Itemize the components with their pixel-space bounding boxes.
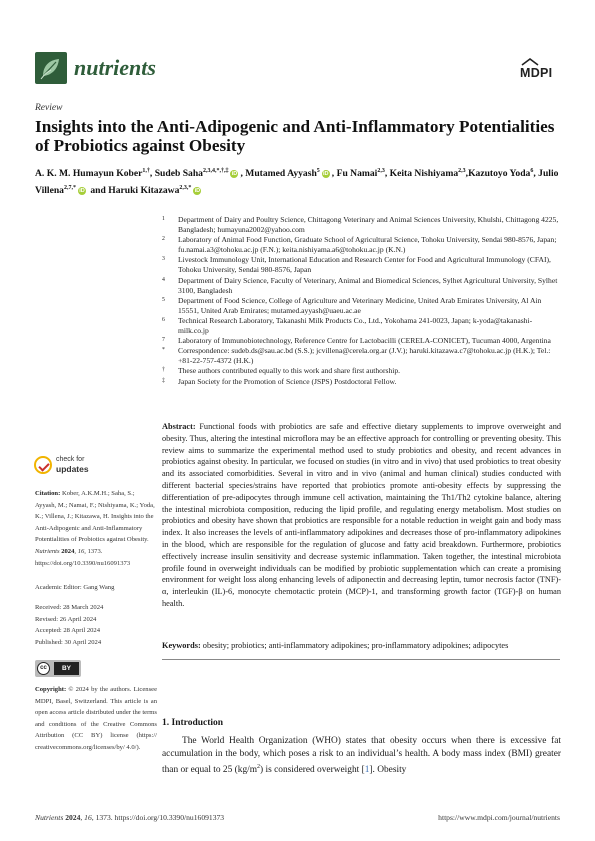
orcid-icon[interactable]: iD bbox=[194, 188, 201, 195]
journal-logo-icon bbox=[35, 52, 67, 84]
affiliation-mark: 3 bbox=[162, 256, 165, 263]
affiliation-text: Livestock Immunology Unit, International Education and Research Center for Food and Agricultural Immunology (CFAI), Tohoku University, Sendai 980-8576, Japan bbox=[178, 255, 551, 275]
affiliation-mark: ‡ bbox=[162, 377, 165, 384]
citation-journal: Nutrients bbox=[35, 547, 60, 555]
affiliation-list bbox=[162, 215, 562, 387]
author-separator: , bbox=[149, 168, 155, 180]
abstract-text: Functional foods with probiotics are safe and effective dietary supplements to improve overweight and obesity. Thus, altering the intestinal microflora may be an effective approach for controlling or preventing obesity. This review aims to summarize the experimental method used to study probiotics and obesity, and recent advances in probiotics against obesity. In particular, we focused on studies (in vitro and in vivo) that used probiotics to treat obesity and its associated comorbidities. Several in vitro and in vivo (animal and human clinical) studies conducted with different bacterial species/strains have reported that probiotics promote anti-obesity effects by suppressing the differentiation of pre-adipocytes through immune cell activation, maintaining the Th1/Th2 cytokine balance, altering the intestinal microbiota composition, reducing the lipid profile, and regulating energy metabolism. Most studies on probiotics and obesity have shown that probiotics are responsible for a notable reduction in weight gain and body mass index. It also increases the levels of anti-inflammatory adipokines and decreases those of pro-inflammatory adipokines in the blood, which are responsible for the regulation of glucose and fatty acid breakdown. Furthermore, probiotics effectively increase insulin sensitivity and decrease systemic inflammation. Taken together, the intestinal microbiota profile found in overweight individuals can be modified by probiotic supplementation which can create a promising environment for weight loss along enhancing levels of adiponectin and decreasing leptin, tumor necrosis factor (TNF)-α, interleukin (IL)-6, monocyte chemotactic protein (MCP)-1, and transforming growth factor (TGF)-β on human health. bbox=[162, 422, 562, 608]
mdpi-logo-text: MDPI bbox=[520, 66, 553, 80]
citation-text: Kober, A.K.M.H.; Saha, S.; Ayyash, M.; Namai, F.; Nishiyama, K.; Yoda, K.; Villena, J.; Kitazawa, H. Insights into the Anti-Adipogenic and Anti-Inflammatory Potentialities of Probiotics against Obesity. bbox=[35, 490, 155, 544]
citation-link[interactable]: 1 bbox=[364, 765, 370, 776]
citation-label: Citation: bbox=[35, 490, 61, 497]
affiliation-text: Laboratory of Animal Food Function, Graduate School of Agricultural Science, Tohoku University, Sendai 980-8576, Japan; fu.namai.a3@tohoku.ac.jp (F.N.); keita.nishiyama.a6@tohoku.ac.jp (K.N.) bbox=[178, 235, 557, 255]
affiliation-item bbox=[162, 366, 562, 376]
affiliation-mark: 2 bbox=[162, 236, 165, 243]
check-updates-line2: updates bbox=[56, 464, 89, 474]
keywords bbox=[162, 640, 561, 652]
affiliation-mark: † bbox=[162, 367, 165, 374]
keywords-text: obesity; probiotics; anti-inflammatory adipokines; pro-inflammatory adipokines; adipocytes bbox=[202, 641, 509, 650]
cc-by-license-badge[interactable] bbox=[35, 660, 81, 677]
affiliation-mark: 1 bbox=[162, 216, 165, 222]
affiliation-text: Laboratory of Immunobiotechnology, Reference Centre for Lactobacilli (CERELA-CONICET), Tucuman 4000, Argentina bbox=[178, 336, 551, 346]
dates-block bbox=[35, 602, 157, 648]
check-updates-icon bbox=[34, 456, 52, 474]
affiliation-mark: 6 bbox=[162, 316, 165, 323]
author-name[interactable]: A. K. M. Humayun Kober bbox=[35, 168, 143, 180]
citation-volume: 16 bbox=[77, 547, 85, 555]
intro-sup: 2 bbox=[257, 764, 261, 771]
revised-date: Revised: 26 April 2024 bbox=[35, 615, 97, 623]
author-name[interactable]: Mutamed Ayyash bbox=[245, 168, 317, 180]
section-divider bbox=[162, 659, 560, 660]
copyright-label: Copyright: bbox=[35, 686, 67, 693]
author-affiliation-marks: 2,7,* bbox=[63, 185, 76, 192]
author-affiliation-marks: 5 bbox=[316, 168, 320, 174]
mdpi-logo[interactable] bbox=[518, 56, 560, 82]
article-type: Review bbox=[35, 103, 63, 113]
affiliation-item bbox=[162, 255, 562, 275]
author-affiliation-marks: 2,3 bbox=[458, 168, 466, 174]
abstract bbox=[162, 421, 561, 610]
author-affiliation-marks: 1,† bbox=[142, 168, 150, 174]
author-name[interactable]: Sudeb Saha bbox=[154, 168, 203, 180]
cc-icon: cc bbox=[37, 662, 50, 675]
footer-year: 2024 bbox=[65, 813, 81, 822]
citation-year: 2024 bbox=[61, 547, 75, 555]
author-separator: and bbox=[87, 185, 109, 197]
author-name[interactable]: Keita Nishiyama bbox=[389, 168, 459, 180]
affiliation-item bbox=[162, 235, 562, 255]
author-separator: , bbox=[331, 168, 337, 180]
citation-block: Citation: Kober, A.K.M.H.; Saha, S.; Ayyash, M.; Namai, F.; Nishiyama, K.; Yoda, K.; Villena, J.; Kitazawa, H. Insights into the Anti-Adipogenic and Anti-Inflammatory Potentialities of Probiotics against Obesity. Nutrients 2024, 16, 1373. https://doi.org/10.3390/nu16091373 bbox=[35, 490, 155, 567]
copyright-block bbox=[35, 684, 157, 754]
affiliation-item bbox=[162, 296, 562, 316]
intro-text-c: ]. Obesity bbox=[369, 765, 407, 776]
affiliation-text: Department of Dairy Science, Faculty of Veterinary, Animal and Biomedical Sciences, Sylhet Agricultural University, Sylhet 3100, Bangladesh bbox=[178, 275, 558, 295]
intro-text-a: The World Health Organization (WHO) states that obesity occurs when there is excessive fat accumulation in the body, which poses a risk to an individual’s health. A body mass index (BMI) greater than or equal to 25 (kg/m bbox=[162, 736, 561, 776]
check-updates-line1: check for bbox=[56, 456, 85, 463]
orcid-icon[interactable]: iD bbox=[231, 171, 238, 178]
check-for-updates-button[interactable] bbox=[34, 455, 124, 477]
affiliation-text: Technical Research Laboratory, Takanashi Milk Products Co., Ltd., Yokohama 241-0023, Japan; k-yoda@takanashi-milk.co.jp bbox=[178, 315, 533, 336]
by-icon: BY bbox=[54, 662, 79, 675]
footer-url[interactable]: https://www.mdpi.com/journal/nutrients bbox=[438, 813, 560, 822]
journal-name[interactable]: nutrients bbox=[74, 55, 156, 80]
author-list bbox=[35, 164, 565, 198]
affiliation-item bbox=[162, 276, 562, 296]
author-affiliation-marks: 2,3 bbox=[377, 168, 385, 174]
affiliation-mark: * bbox=[162, 347, 165, 354]
footer-journal: Nutrients bbox=[35, 813, 64, 822]
affiliation-text: Department of Food Science, College of Agriculture and Veterinary Medicine, United Arab Emirates University, Al Ain 15551, United Arab Emirates; mutamed.ayyash@uaeu.ac.ae bbox=[178, 295, 542, 315]
author-separator: , bbox=[465, 168, 469, 180]
author-name[interactable]: Julio Villena bbox=[35, 168, 559, 197]
section-heading: 1. Introduction bbox=[162, 718, 224, 728]
author-separator: , bbox=[384, 168, 390, 180]
copyright-text: © 2024 by the authors. Licensee MDPI, Basel, Switzerland. This article is an open access article distributed under the terms and conditions of the Creative Commons Attribution (CC BY) license (https:// creativecommons.org/licenses/by/ 4.0/). bbox=[35, 686, 158, 751]
author-affiliation-marks: 2,3,* bbox=[179, 185, 192, 192]
affiliation-mark: 5 bbox=[162, 296, 165, 303]
received-date: Received: 28 March 2024 bbox=[35, 604, 104, 611]
footer-volume: 16 bbox=[84, 813, 92, 822]
intro-paragraph bbox=[162, 735, 561, 778]
author-name[interactable]: Kazutoyo Yoda bbox=[468, 168, 531, 180]
author-name[interactable]: Haruki Kitazawa bbox=[108, 185, 180, 197]
published-date: Published: 30 April 2024 bbox=[35, 638, 102, 646]
affiliation-item bbox=[162, 336, 562, 346]
affiliation-item bbox=[162, 316, 562, 336]
intro-text-b: ) is considered overweight [ bbox=[260, 765, 365, 776]
affiliation-item bbox=[162, 377, 562, 387]
affiliation-item bbox=[162, 346, 562, 366]
author-separator: , bbox=[240, 168, 246, 180]
accepted-date: Accepted: 28 April 2024 bbox=[35, 627, 101, 635]
footer-citation: Nutrients 2024, 16, 1373. https://doi.org/10.3390/nu16091373 bbox=[35, 813, 225, 822]
academic-editor: Academic Editor: Gang Wang bbox=[35, 584, 115, 591]
abstract-label: Abstract: bbox=[162, 422, 196, 431]
author-affiliation-marks: 2,3,4,*,†,‡ bbox=[202, 168, 229, 174]
affiliation-item bbox=[162, 215, 562, 235]
affiliation-text: Department of Dairy and Poultry Science, Chittagong Veterinary and Animal Sciences University, Khulshi, Chittagong 4225, Bangladesh; humayuna2002@yahoo.com bbox=[178, 215, 559, 235]
affiliation-text: These authors contributed equally to this work and share first authorship. bbox=[178, 366, 401, 376]
article-title: Insights into the Anti-Adipogenic and Anti-Inflammatory Potentialities of Probiotics against Obesity bbox=[35, 117, 555, 155]
affiliation-mark: 7 bbox=[162, 337, 165, 344]
footer-doi[interactable]: , 1373. https://doi.org/10.3390/nu16091373 bbox=[91, 813, 225, 822]
author-affiliation-marks: 6 bbox=[530, 168, 534, 174]
orcid-icon[interactable]: iD bbox=[79, 188, 85, 195]
affiliation-mark: 4 bbox=[162, 276, 165, 283]
citation-doi[interactable]: , 1373. https://doi.org/10.3390/nu16091373 bbox=[35, 547, 131, 567]
author-separator: , bbox=[533, 168, 539, 180]
orcid-icon[interactable]: iD bbox=[323, 171, 329, 178]
affiliation-text: Correspondence: sudeb.ds@sau.ac.bd (S.S.); jcvillena@cerela.org.ar (J.V.); haruki.kitazawa.c7@tohoku.ac.jp (H.K.); Tel.: +81-22-757-4372 (H.K.) bbox=[178, 346, 551, 366]
author-name[interactable]: Fu Namai bbox=[336, 168, 378, 180]
affiliation-text: Japan Society for the Promotion of Science (JSPS) Postdoctoral Fellow. bbox=[178, 376, 397, 386]
keywords-label: Keywords: bbox=[162, 641, 201, 650]
